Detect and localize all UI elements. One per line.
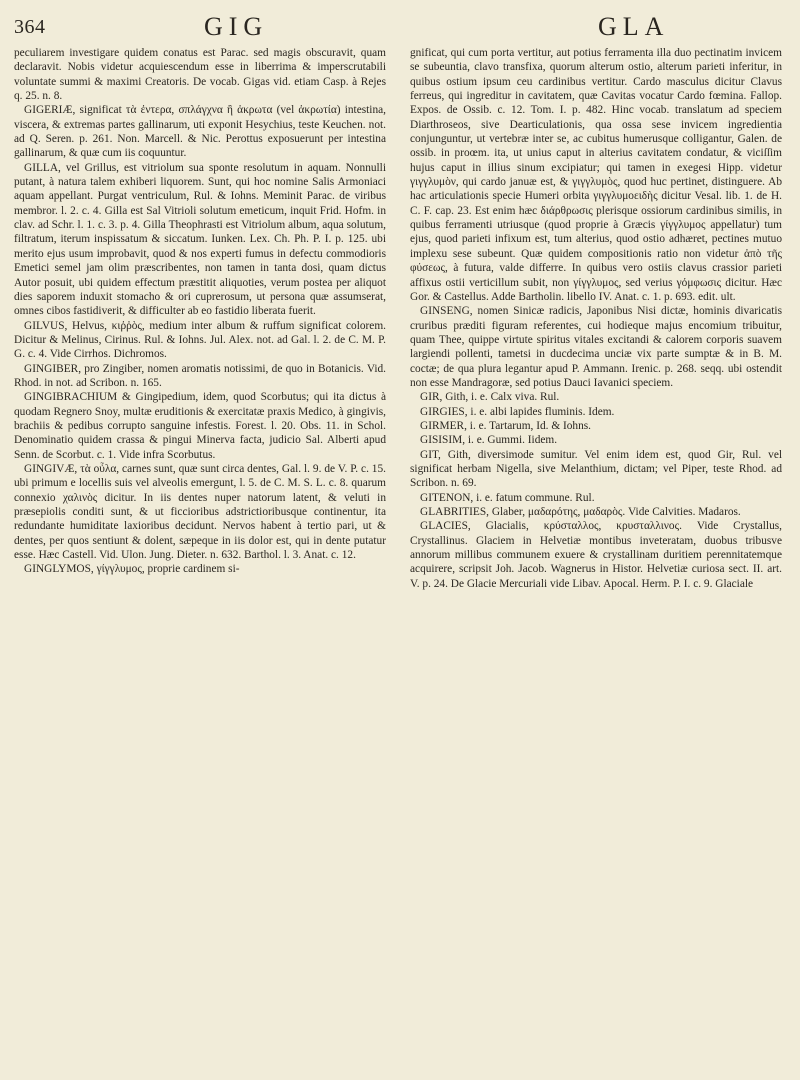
running-head-left: GIG [204,12,269,41]
entry-paragraph: GIGERIÆ, significat τὰ ἐντερα, σπλάγχνα ἢ ἀκρωτα (vel ἀκρωτία) intestina, viscera, & extremas partes gallinarum, uti exponit Hesychius, teste Keuchen. not. ad Q. Seren. p. 261. Non. Marcell. & Nic. Perottus exposuerunt per intestina gallinarum, & quæ cum iis coquuntur. [14,104,386,160]
entry-paragraph: peculiarem investigare quidem conatus est Parac. sed magis obscuravit, quam declaravit. Nobis videtur acquiescendum esse in liberrima & imperscrutabili voluntate summi & maximi Creatoris. De vocab. Gigas vid. etiam Casp. à Rejes q. 25. n. 8. [14,47,386,103]
left-column [14,46,386,1074]
entry-paragraph: GLACIES, Glacialis, κρύσταλλος, κρυσταλλινος. Vide Crystallus, Crystallinus. Glaciem in Helvetiæ montibus inveteratam, duobus tribusve annorum millibus communem exuere & crystallinam duritiem perennitatemque acquirere, scripsit Joh. Jacob. Wagnerus in Histor. Helvetiæ curiosa sect. II. art. V. p. 24. De Glacie Mercuriali vide Libav. Apocal. Herm. P. I. c. 9. Glaciale [410,520,782,590]
entry-paragraph: GIT, Gith, diversimode sumitur. Vel enim idem est, quod Gir, Rul. vel significat herbam Nigella, sive Melanthium, dictam; vel Piper, teste Rhod. ad Scribon. n. 69. [410,448,782,490]
entry-paragraph: GINSENG, nomen Sinicæ radicis, Japonibus Nisi dictæ, hominis divaricatis cruribus præditi figuram referentes, cui hodieque majus encomium tribuitur, quam Thee, quippe virtute spiritus vitales excitandi & calorem corporis suavem largiendi pollenti, tametsi in ducdecima unciæ vix parte sumptæ & in B. M. coctæ; de qua plura legantur apud P. Ammann. Irenic. p. 268. seqq. ubi ostendit non esse Mandragoræ, sed potius Dauci Iavanici speciem. [410,305,782,389]
entry-paragraph: GINGIVÆ, τὰ οὖλα, carnes sunt, quæ sunt circa dentes, Gal. l. 9. de V. P. c. 15. ubi primum e locellis suis vel alveolis emergunt, l. 5. de C. M. S. L. c. 8. quarum connexio χαλινὸς dicitur. In iis dentes nuper natorum latent, & veluti in præsepiolis conditi sunt, & ut ficcioribus adstrictioribusque continentur, ita redundante humiditate laxioribus decidunt. Nervos habent à tertio pari, ut & dentes, per quos sentiunt & dolent, sæpeque in iis dolor est, qui in dente putatur esse. Hæc Castell. Vid. Ulon. Jung. Dieter. n. 632. Barthol. l. 3. Anat. c. 12. [14,462,386,562]
right-column [410,46,782,1074]
entry-paragraph: GLABRITIES, Glaber, μαδαρότης, μαδαρὸς. Vide Calvities. Madaros. [420,506,741,518]
page-header [14,8,778,48]
text-columns [14,46,782,1074]
entry-paragraph: GINGLYMOS, γίγγλυμος, proprie cardinem si- [24,563,240,576]
entry-paragraph: GITENON, i. e. fatum commune. Rul. [420,491,595,504]
entry-paragraph: gnificat, qui cum porta vertitur, aut potius ferramenta illa duo pectinatim invicem se subeuntia, clavo transfixa, quorum alterum ostio, alterum parieti inferitur, in quibus ostium ipsum ceu cardinibus vertitur. Cardo masculus dicitur Clavus ferreus, qui ingreditur in cavitatem, quæ Cavitas vocatur Cardo fœmina. Fallop. Expos. de Ossib. c. 12. Tom. I. p. 482. Hinc vocab. translatum ad speciem Diarthroseos, sive Dearticulationis, qua ossa sese invicem ingredientia conjunguntur, ut vertebræ inter se, ac cubitus humerusque colligantur, Galen. de ossib. in proœm. ita, ut unius caput in alterius cavitatem condatur, & viciſſim hujus caput in illius sinum excipiatur; qui tamen in exegesi Hipp. videtur γιγγλυμὸν, qui cardo januæ est, & γιγγλυμὸς, quod huc pertinet, distinguere. Ab hac articulationis specie Humeri orbita γιγγλυμοειδὴς dicitur Vesal. lib. 1. de H. C. F. cap. 23. Est enim hæc διάρθρωσις plerisque ossiorum cardinibus similis, in quibus ferramenti utriusque (quod proprie à Græcis γίγγλυμος appellatur) tum ejus, quod parieti infixum est, tum alterius, quod ostio adhæret, pectines mutuo implexu sese subeunt. Quæ quidem compositionis ratio non videtur ἀπὸ τῆς φύσεως, à futura, valde differre. In quibus vero ostiis clavus crassior parieti affixus ostii verticillum subit, non γίγγλυμος, sed verius γόμφωσις dicitur. Hæc Gor. & Castellus. Adde Bartholin. libello IV. Anat. c. 1. p. 693. edit. ult. [410,47,782,303]
entry-paragraph: GIR, Gith, i. e. Calx viva. Rul. [420,391,560,404]
entry-paragraph: GINGIBRACHIUM & Gingipedium, idem, quod Scorbutus; qui ita dictus à quodam Regnero Snoy, multæ eruditionis & exercitatæ praxis Medico, à gingivis, brachiis & pedibus corrupto sanguine infestis. Forest. l. 20. Obs. 11. in Schol. Denominatio quidem crassa & pingui Minerva facta, judicio Sal. Alberti apud Senn. de Scorbut. c. 1. Vide infra Scorbutus. [14,391,386,461]
page-number: 364 [14,16,46,38]
entry-paragraph: GIRMER, i. e. Tartarum, Id. & Iohns. [420,419,592,432]
entry-paragraph: GIRGIES, i. e. albi lapides fluminis. Idem. [420,405,615,418]
entry-paragraph: GISISIM, i. e. Gummi. Iidem. [420,434,558,447]
entry-paragraph: GILLA, vel Grillus, est vitriolum sua sponte resolutum in aquam. Nonnulli putant, à natura talem exhiberi liquorem. Sunt, qui hoc nomine Salis Armoniaci aquam appellant. Purgat ventriculum, Rul. & Iohns. Meminit Parac. de viribus membror. l. 2. c. 4. Gilla est Sal Vitrioli solutum emeticum, inquit Frid. Hofm. in clav. ad Schr. l. 1. c. 3. p. 4. Gilla Theophrasti est Vitriolum album, aqua solutum, filtratum, iterum inspissatum & siccatum. Iunken. Lex. Ch. Ph. P. I. p. 125. ubi merito ejus usum improbavit, quod & nos experti fumus in defectu commodioris Emetici semel jam olim præscribentes, non tamen in tanta dosi, quam dictus Autor posuit, ubi quidem effectum præstitit aliquoties, verum postea per aliquot dies saporem induxit stomacho & ori cuprerosum, ut persona quæ assumserat, omnes cibos fastidiverit, & difficulter ab eo fastidio liberata fuerit. [14,161,386,318]
entry-paragraph: GINGIBER, pro Zingiber, nomen aromatis notissimi, de quo in Botanicis. Vid. Rhod. in not. ad Scribon. n. 165. [14,362,386,389]
running-head-right: GLA [598,12,670,41]
entry-paragraph: GILVUS, Helvus, κιῤῥὸς, medium inter album & ruffum significat colorem. Dicitur & Melinus, Cirinus. Rul. & Iohns. Jul. Alex. not. ad Gal. l. 2. de C. M. P. G. c. 4. Vide Cirrhos. Dichromos. [14,319,386,361]
